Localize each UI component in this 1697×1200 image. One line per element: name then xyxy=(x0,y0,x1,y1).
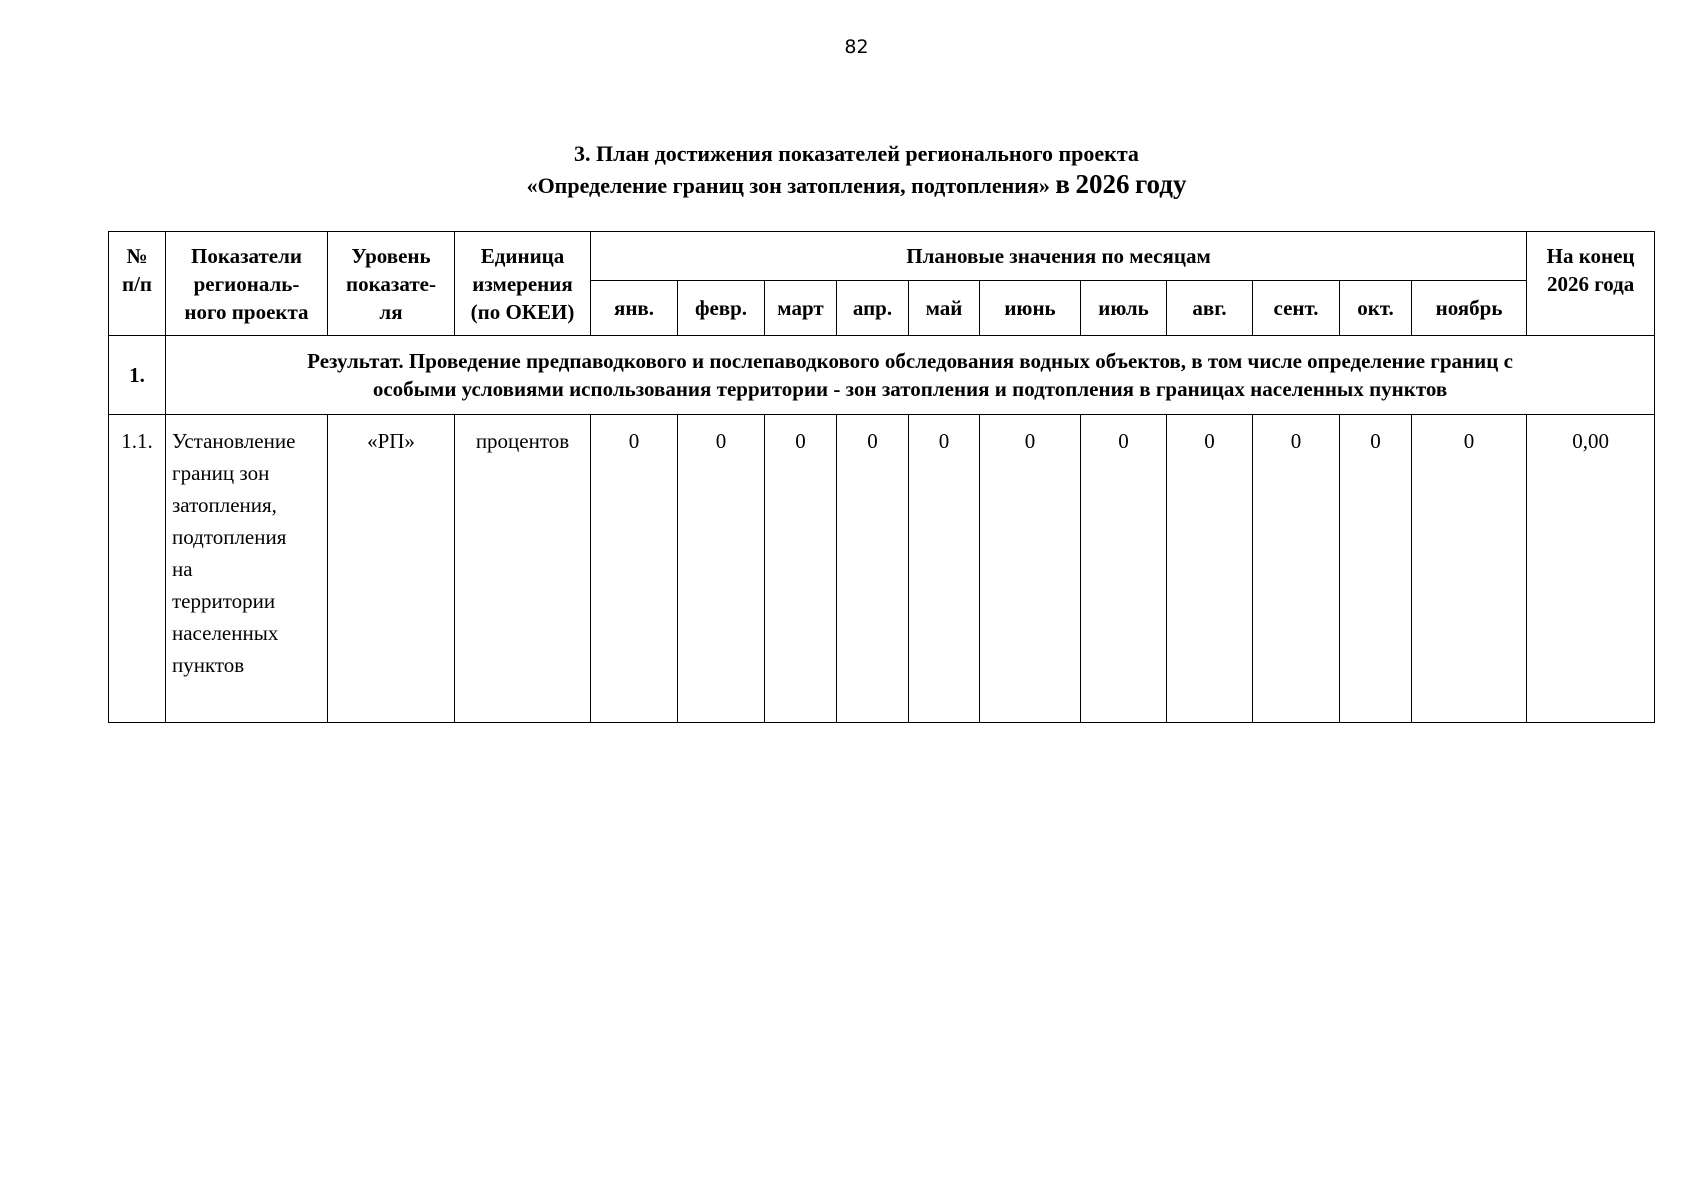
header-month: сент. xyxy=(1253,281,1340,336)
page-title xyxy=(0,138,1697,201)
header-month: март xyxy=(765,281,837,336)
header-month: окт. xyxy=(1340,281,1412,336)
row-month-value: 0 xyxy=(1340,415,1412,723)
plan-table xyxy=(108,231,1655,723)
row-month-value: 0 xyxy=(1167,415,1253,723)
header-month: февр. xyxy=(678,281,765,336)
title-line-2-prefix: в xyxy=(1055,169,1070,199)
row-year-end: 0,00 xyxy=(1527,415,1655,723)
header-month: янв. xyxy=(591,281,678,336)
title-year: 2026 xyxy=(1075,169,1130,199)
header-month: ноябрь xyxy=(1412,281,1527,336)
result-num: 1. xyxy=(109,336,166,415)
row-month-value: 0 xyxy=(980,415,1081,723)
row-num: 1.1. xyxy=(109,415,166,723)
row-month-value: 0 xyxy=(678,415,765,723)
table-row xyxy=(109,415,1655,723)
row-month-value: 0 xyxy=(837,415,909,723)
header-month: май xyxy=(909,281,980,336)
row-month-value: 0 xyxy=(765,415,837,723)
header-row xyxy=(109,232,1655,281)
row-month-value: 0 xyxy=(1412,415,1527,723)
header-level: Уровень показате- ля xyxy=(328,232,455,336)
row-unit: процентов xyxy=(455,415,591,723)
header-year-end: На конец 2026 года xyxy=(1527,232,1655,336)
row-month-value: 0 xyxy=(591,415,678,723)
row-level: «РП» xyxy=(328,415,455,723)
row-month-value: 0 xyxy=(909,415,980,723)
header-month: апр. xyxy=(837,281,909,336)
row-month-value: 0 xyxy=(1081,415,1167,723)
title-line-1: 3. План достижения показателей регионального проекта xyxy=(574,141,1139,166)
row-month-value: 0 xyxy=(1253,415,1340,723)
header-num: № п/п xyxy=(109,232,166,336)
title-line-2-suffix: году xyxy=(1134,169,1187,199)
header-month: авг. xyxy=(1167,281,1253,336)
header-indicator: Показатели региональ- ного проекта xyxy=(166,232,328,336)
title-line-2 xyxy=(0,169,1697,201)
header-unit: Единица измерения (по ОКЕИ) xyxy=(455,232,591,336)
header-monthly-group: Плановые значения по месяцам xyxy=(591,232,1527,281)
page-number: 82 xyxy=(844,36,869,58)
result-row xyxy=(109,336,1655,415)
header-month: июль xyxy=(1081,281,1167,336)
header-month: июнь xyxy=(980,281,1081,336)
row-indicator: Установление границ зон затопления, подтопления на территории населенных пунктов xyxy=(166,415,328,723)
title-line-2-project: «Определение границ зон затопления, подтопления» xyxy=(526,173,1050,198)
result-text: Результат. Проведение предпаводкового и послепаводкового обследования водных объектов, в том числе определение границ с особыми условиями использования территории - зон затопления и подтопления в границах населенных пунктов xyxy=(166,336,1655,415)
